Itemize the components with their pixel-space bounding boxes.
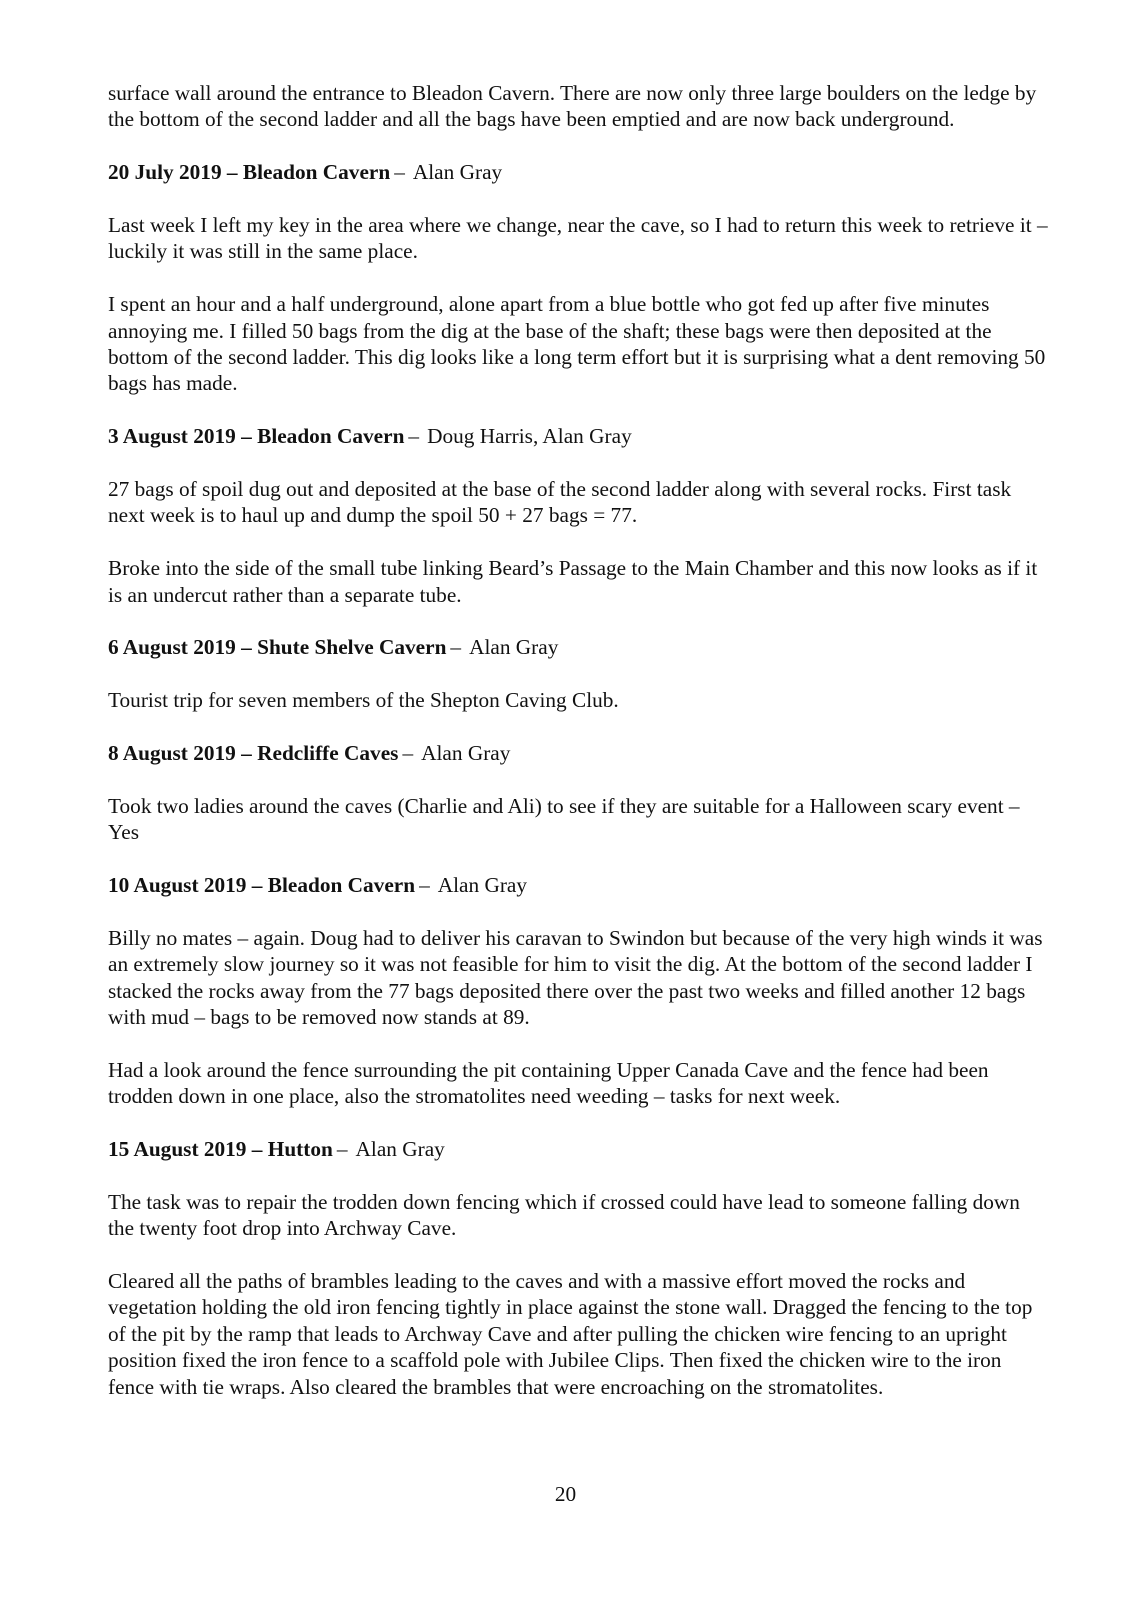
- paragraph: Had a look around the fence surrounding the pit containing Upper Canada Cave and the fence had been trodden down in one place, also the stromatolites need weeding – tasks for next week.: [108, 1057, 989, 1109]
- trip-date-location: 3 August 2019 – Bleadon Cavern: [108, 424, 405, 449]
- heading-separator: –: [408, 424, 420, 449]
- trip-participants: Doug Harris, Alan Gray: [427, 424, 632, 449]
- heading-separator: –: [450, 635, 462, 660]
- trip-date-location: 8 August 2019 – Redcliffe Caves: [108, 741, 399, 766]
- trip-heading: [108, 159, 1048, 185]
- paragraph: Last week I left my key in the area where we change, near the cave, so I had to return this week to retrieve it – luckily it was still in the same place.: [108, 213, 1048, 264]
- heading-separator: –: [402, 741, 414, 766]
- trip-participants: Alan Gray: [469, 635, 559, 660]
- trip-participants: Alan Gray: [437, 873, 528, 898]
- trip-participants: Alan Gray: [421, 741, 511, 766]
- page-number: 20: [554, 1482, 577, 1506]
- document-body: [108, 80, 1048, 1426]
- trip-date-location: 15 August 2019 – Hutton: [108, 1137, 333, 1162]
- heading-separator: –: [394, 160, 405, 185]
- paragraph: Took two ladies around the caves (Charlie and Ali) to see if they are suitable for a Halloween scary event – Yes: [108, 793, 1020, 845]
- paragraph: I spent an hour and a half underground, alone apart from a blue bottle who got fed up after five minutes annoying me. I filled 50 bags from the dig at the base of the shaft; these bags were then deposited at the bottom of the second ladder. This dig looks like a long term effort but it is surprising what a dent removing 50 bags has made.: [108, 292, 1046, 396]
- heading-separator: –: [336, 1137, 348, 1162]
- trip-heading: [108, 634, 1048, 660]
- trip-heading: [108, 1136, 1048, 1162]
- paragraph: 27 bags of spoil dug out and deposited at the base of the second ladder along with several rocks. First task next week is to haul up and dump the spoil 50 + 27 bags = 77.: [108, 477, 1012, 528]
- paragraph: The task was to repair the trodden down fencing which if crossed could have lead to someone falling down the twenty foot drop into Archway Cave.: [108, 1189, 1020, 1241]
- trip-date-location: 20 July 2019 – Bleadon Cavern: [108, 160, 391, 185]
- paragraph: Cleared all the paths of brambles leading to the caves and with a massive effort moved the rocks and vegetation holding the old iron fencing tightly in place against the stone wall. Dragged the fencing to the top of the pit by the ramp that leads to Archway Cave and after pulling the chicken wire fencing to an upright position fixed the iron fence to a scaffold pole with Jubilee Clips. Then fixed the chicken wire to the iron fence with tie wraps. Also cleared the brambles that were encroaching on the stromatolites.: [108, 1269, 1033, 1399]
- paragraph: surface wall around the entrance to Bleadon Cavern. There are now only three large boulders on the ledge by the bottom of the second ladder and all the bags have been emptied and are now back underground.: [108, 81, 1037, 132]
- trip-date-location: 10 August 2019 – Bleadon Cavern: [108, 873, 416, 898]
- paragraph: Broke into the side of the small tube linking Beard’s Passage to the Main Chamber and this now looks as if it is an undercut rather than a separate tube.: [108, 556, 1038, 607]
- paragraph: Billy no mates – again. Doug had to deliver his caravan to Swindon but because of the very high winds it was an extremely slow journey so it was not feasible for him to visit the dig. At the bottom of the second ladder I stacked the rocks away from the 77 bags deposited there over the past two weeks and filled another 12 bags with mud – bags to be removed now stands at 89.: [108, 925, 1043, 1030]
- paragraph: Tourist trip for seven members of the Shepton Caving Club.: [108, 688, 619, 713]
- trip-heading: [108, 872, 1048, 898]
- trip-participants: Alan Gray: [412, 160, 503, 185]
- trip-date-location: 6 August 2019 – Shute Shelve Cavern: [108, 635, 447, 660]
- trip-heading: [108, 423, 1048, 449]
- trip-participants: Alan Gray: [355, 1137, 445, 1162]
- heading-separator: –: [419, 873, 430, 898]
- trip-heading: [108, 740, 1048, 766]
